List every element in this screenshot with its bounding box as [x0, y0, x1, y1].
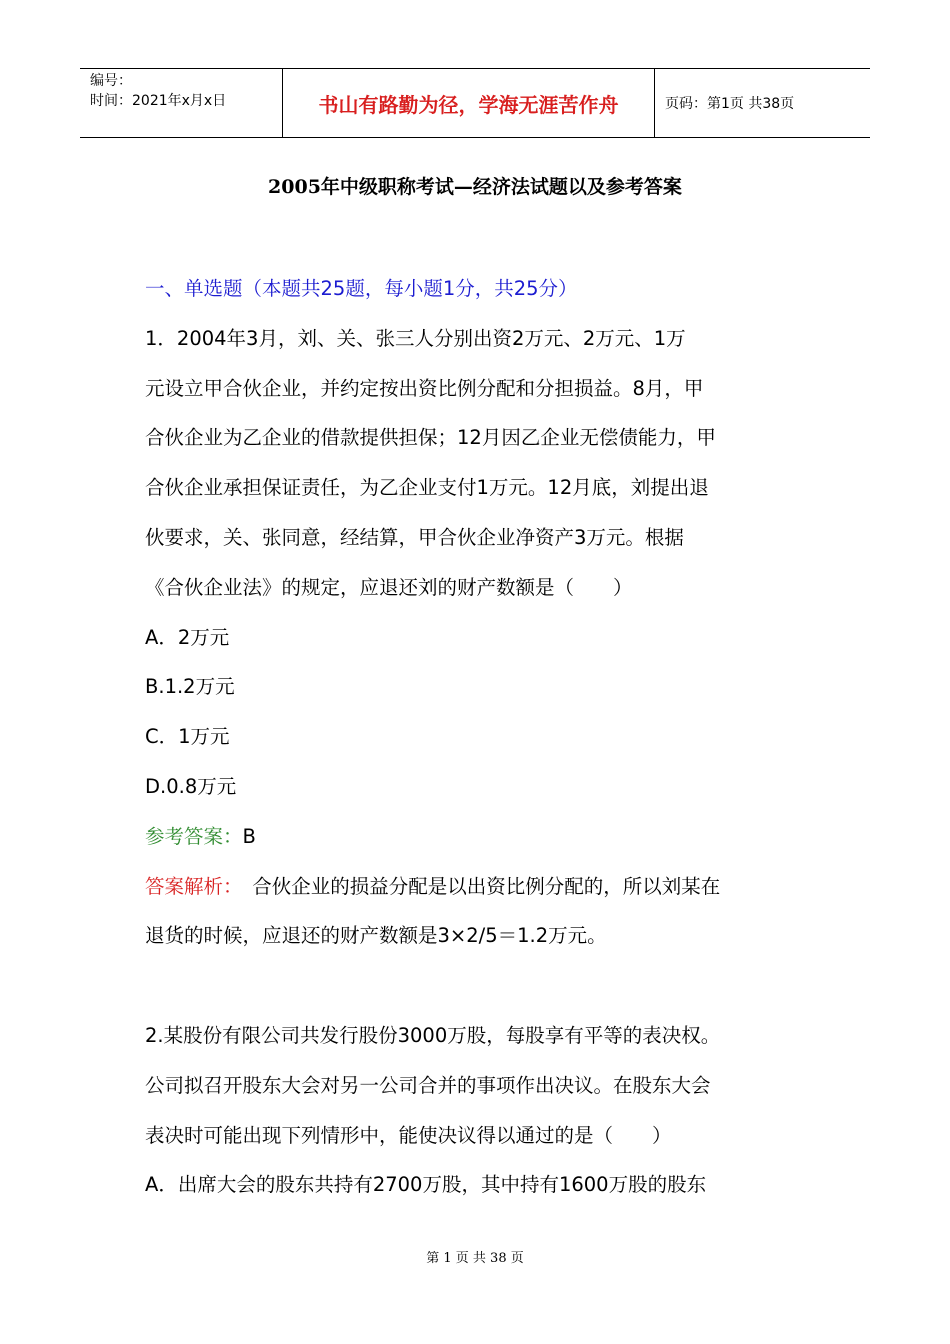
option-b: B.1.2万元 — [145, 675, 235, 699]
analysis-text-line: 退货的时候，应退还的财产数额是3×2/5＝1.2万元。 — [145, 924, 607, 948]
page-header — [80, 68, 870, 138]
question-stem-line: 2.某股份有限公司共发行股份3000万股，每股享有平等的表决权。 — [145, 1023, 721, 1047]
number-label: 编号： — [90, 73, 132, 89]
section-heading: 一、单选题（本题共25题，每小题1分，共25分） — [145, 277, 578, 300]
analysis-row — [145, 862, 825, 912]
page-info: 页码：第1页 共38页 — [665, 96, 795, 112]
option-a: A．出席大会的股东共持有2700万股，其中持有1600万股的股东 — [145, 1173, 707, 1197]
date-label: 时间：2021年x月x日 — [90, 93, 227, 109]
question-stem-line: 伙要求，关、张同意，经结算，甲合伙企业净资产3万元。根据 — [145, 525, 684, 549]
answer-value: B — [242, 824, 256, 848]
header-meta-cell — [80, 69, 282, 137]
analysis-label: 答案解析： — [145, 874, 233, 898]
question-2 — [145, 1011, 825, 1210]
option-a: A．2万元 — [145, 625, 230, 649]
page-footer: 第 1 页 共 38 页 — [426, 1251, 524, 1266]
question-stem-line: 合伙企业为乙企业的借款提供担保；12月因乙企业无偿债能力，甲 — [145, 426, 716, 450]
analysis-text: 合伙企业的损益分配是以出资比例分配的，所以刘某在 — [232, 874, 721, 898]
question-stem-line: 《合伙企业法》的规定，应退还刘的财产数额是（ ） — [145, 575, 633, 599]
option-d: D.0.8万元 — [145, 774, 237, 798]
motto: 书山有路勤为径，学海无涯苦作舟 — [282, 69, 655, 137]
question-1 — [145, 314, 825, 961]
question-stem-line: 1．2004年3月，刘、关、张三人分别出资2万元、2万元、1万 — [145, 326, 686, 350]
question-stem-line: 公司拟召开股东大会对另一公司合并的事项作出决议。在股东大会 — [145, 1073, 711, 1097]
answer-label: 参考答案： — [145, 824, 243, 848]
document-body — [145, 264, 825, 1210]
question-stem-line: 元设立甲合伙企业，并约定按出资比例分配和分担损益。8月，甲 — [145, 376, 704, 400]
answer-row — [145, 812, 825, 862]
question-stem-line: 表决时可能出现下列情形中，能使决议得以通过的是（ ） — [145, 1123, 672, 1147]
question-stem-line: 合伙企业承担保证责任，为乙企业支付1万元。12月底，刘提出退 — [145, 476, 709, 500]
spacer — [145, 961, 825, 1011]
document-title: 2005年中级职称考试—经济法试题以及参考答案 — [268, 176, 682, 198]
option-c: C．1万元 — [145, 725, 230, 749]
